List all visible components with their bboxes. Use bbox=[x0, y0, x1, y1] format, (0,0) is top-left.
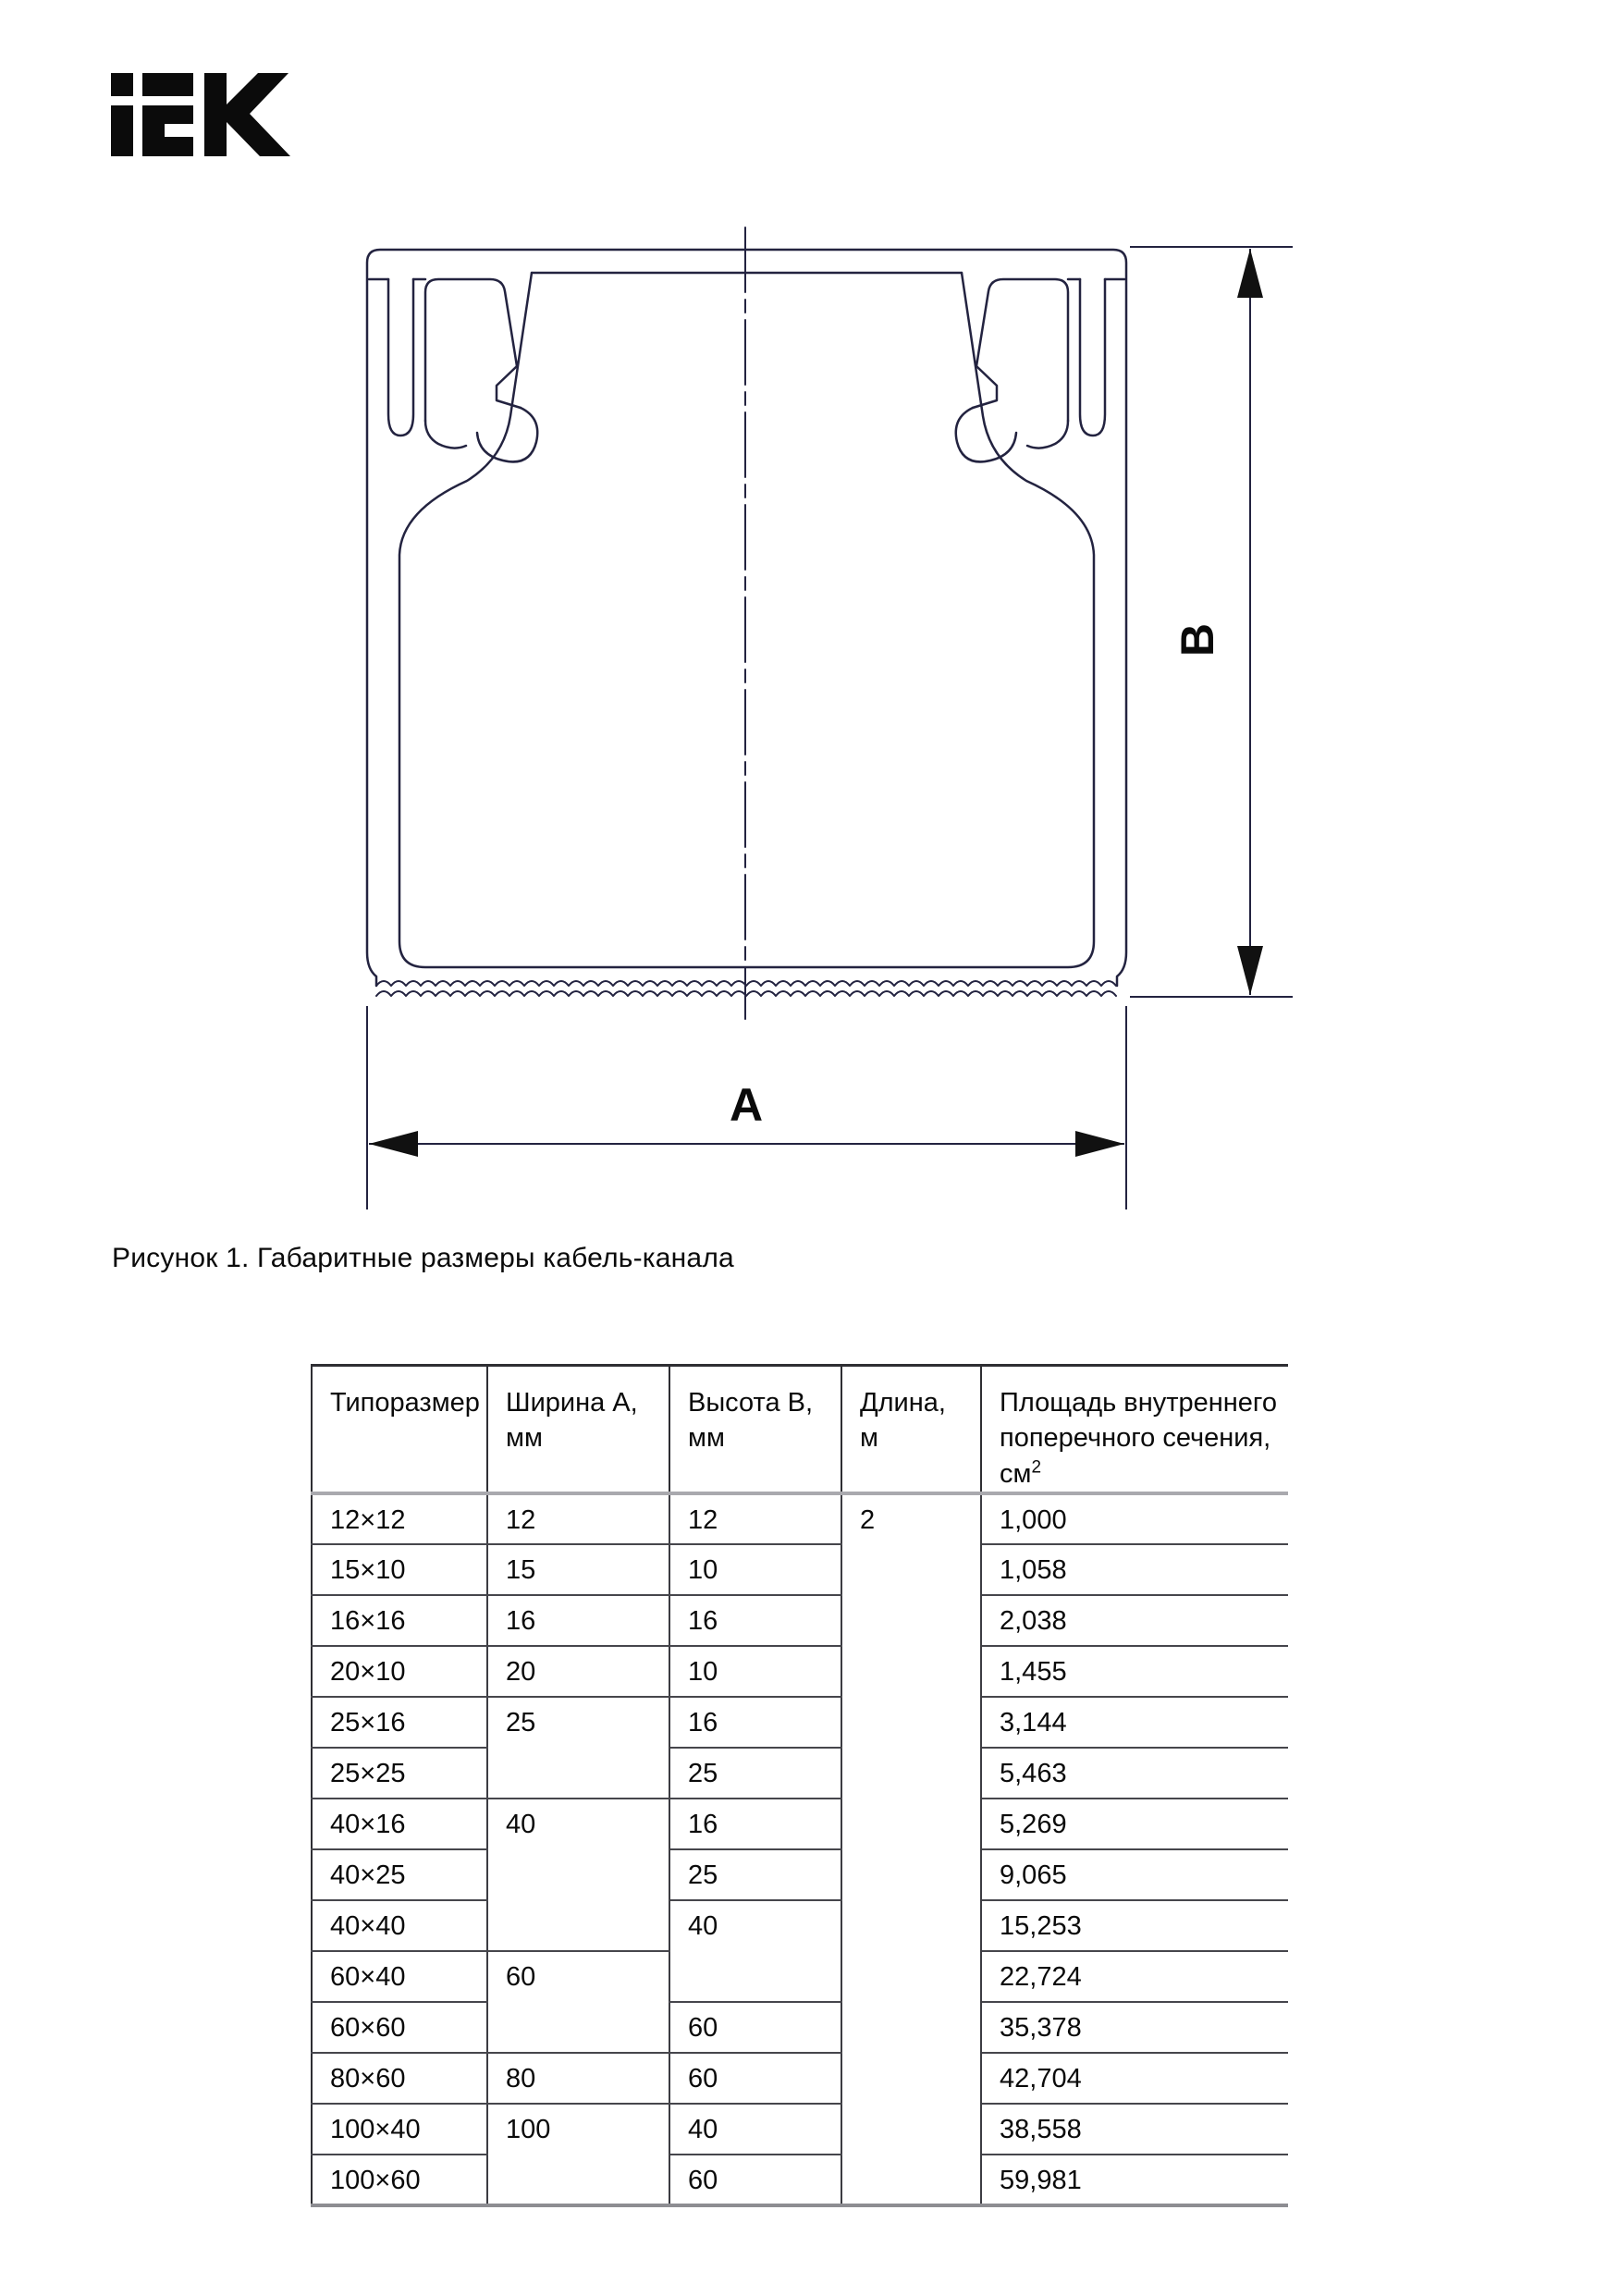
table-row bbox=[312, 1595, 1288, 1646]
table-cell: 60 bbox=[669, 2155, 841, 2205]
table-cell: 15×10 bbox=[312, 1544, 487, 1595]
table-row bbox=[312, 1900, 1288, 1951]
col-header-area bbox=[981, 1366, 1288, 1493]
col-header-width bbox=[487, 1366, 669, 1493]
col-header-label: Высота В, мм bbox=[688, 1388, 814, 1454]
table-cell: 100×40 bbox=[312, 2104, 487, 2155]
table-cell: 40 bbox=[669, 1900, 841, 2002]
table-cell: 60×60 bbox=[312, 2002, 487, 2053]
arrow-right-icon bbox=[1075, 1131, 1124, 1157]
table-cell: 5,269 bbox=[981, 1799, 1288, 1849]
table-cell: 16 bbox=[669, 1697, 841, 1748]
table-cell: 15,253 bbox=[981, 1900, 1288, 1951]
table-cell: 16×16 bbox=[312, 1595, 487, 1646]
table-cell: 5,463 bbox=[981, 1748, 1288, 1799]
table-cell: 12 bbox=[487, 1493, 669, 1544]
col-header-label: Ширина А, мм bbox=[506, 1388, 638, 1454]
table-cell: 3,144 bbox=[981, 1697, 1288, 1748]
col-header-label: Площадь внутреннего поперечного сечения, см bbox=[1000, 1388, 1277, 1489]
table-cell: 2,038 bbox=[981, 1595, 1288, 1646]
table-cell: 25 bbox=[487, 1697, 669, 1799]
table-cell: 40 bbox=[669, 2104, 841, 2155]
table-row bbox=[312, 1493, 1288, 1544]
table-row bbox=[312, 1849, 1288, 1900]
table-cell: 20 bbox=[487, 1646, 669, 1697]
table-cell: 25 bbox=[669, 1849, 841, 1900]
table-cell: 100×60 bbox=[312, 2155, 487, 2205]
table-cell: 16 bbox=[669, 1799, 841, 1849]
col-header-typesize bbox=[312, 1366, 487, 1493]
table-row bbox=[312, 1544, 1288, 1595]
latch-clip-left bbox=[369, 279, 537, 461]
table-cell: 9,065 bbox=[981, 1849, 1288, 1900]
table-cell: 12 bbox=[669, 1493, 841, 1544]
table-cell: 16 bbox=[487, 1595, 669, 1646]
table-row bbox=[312, 2053, 1288, 2104]
dimension-b bbox=[1130, 247, 1293, 997]
table-cell: 25 bbox=[669, 1748, 841, 1799]
table-cell: 60 bbox=[487, 1951, 669, 2053]
table-cell: 80×60 bbox=[312, 2053, 487, 2104]
table-row bbox=[312, 2002, 1288, 2053]
table-row bbox=[312, 1748, 1288, 1799]
size-table-body bbox=[312, 1493, 1288, 2205]
header-row bbox=[312, 1366, 1288, 1493]
table-cell: 20×10 bbox=[312, 1646, 487, 1697]
table-cell: 60 bbox=[669, 2053, 841, 2104]
dimension-a bbox=[367, 1006, 1126, 1209]
table-cell: 1,058 bbox=[981, 1544, 1288, 1595]
table-cell: 38,558 bbox=[981, 2104, 1288, 2155]
table-cell: 40×16 bbox=[312, 1799, 487, 1849]
table-cell: 40×40 bbox=[312, 1900, 487, 1951]
table-cell: 80 bbox=[487, 2053, 669, 2104]
area-superscript: 2 bbox=[1031, 1456, 1042, 1477]
size-table bbox=[311, 1364, 1288, 2207]
table-cell: 35,378 bbox=[981, 2002, 1288, 2053]
table-cell: 40 bbox=[487, 1799, 669, 1951]
col-header-length bbox=[841, 1366, 981, 1493]
table-cell: 12×12 bbox=[312, 1493, 487, 1544]
table-row bbox=[312, 1646, 1288, 1697]
arrow-left-icon bbox=[369, 1131, 418, 1157]
table-cell: 10 bbox=[669, 1646, 841, 1697]
table-cell: 22,724 bbox=[981, 1951, 1288, 2002]
table-cell: 100 bbox=[487, 2104, 669, 2205]
arrow-down-icon bbox=[1237, 946, 1263, 995]
table-cell: 15 bbox=[487, 1544, 669, 1595]
table-cell: 2 bbox=[841, 1493, 981, 2205]
size-table-header bbox=[312, 1366, 1288, 1493]
latch-clip-right bbox=[956, 279, 1124, 461]
table-row bbox=[312, 1697, 1288, 1748]
col-header-label: Длина, м bbox=[860, 1388, 946, 1454]
arrow-up-icon bbox=[1237, 249, 1263, 298]
table-cell: 40×25 bbox=[312, 1849, 487, 1900]
figure-caption: Рисунок 1. Габаритные размеры кабель-канала bbox=[112, 1243, 734, 1273]
table-cell: 16 bbox=[669, 1595, 841, 1646]
profile-outline bbox=[367, 227, 1126, 1019]
dimension-b-label: B bbox=[1172, 622, 1223, 657]
table-cell: 10 bbox=[669, 1544, 841, 1595]
table-cell: 25×25 bbox=[312, 1748, 487, 1799]
table-row bbox=[312, 2104, 1288, 2155]
table-cell: 25×16 bbox=[312, 1697, 487, 1748]
table-row bbox=[312, 2155, 1288, 2205]
table-cell: 60 bbox=[669, 2002, 841, 2053]
table-cell: 60×40 bbox=[312, 1951, 487, 2002]
table-row bbox=[312, 1799, 1288, 1849]
dimension-a-label: A bbox=[729, 1079, 764, 1131]
table-cell: 59,981 bbox=[981, 2155, 1288, 2205]
col-header-height bbox=[669, 1366, 841, 1493]
table-cell: 1,455 bbox=[981, 1646, 1288, 1697]
col-header-label: Типоразмер bbox=[330, 1388, 480, 1418]
table-cell: 1,000 bbox=[981, 1493, 1288, 1544]
table-cell: 42,704 bbox=[981, 2053, 1288, 2104]
